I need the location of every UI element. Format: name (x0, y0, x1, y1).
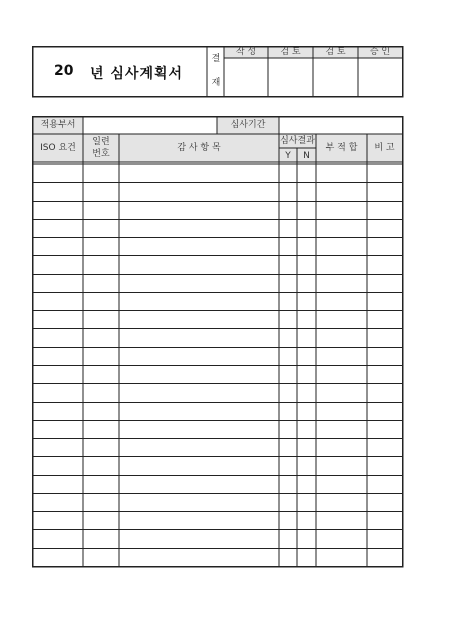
page-title: 년 심사계획서 (90, 66, 184, 82)
approval-col-review-2: 검 토 (325, 47, 346, 57)
header-remarks: 비 고 (374, 143, 395, 153)
header-iso: ISO 요건 (40, 143, 76, 153)
header-serial-bottom: 번호 (92, 149, 110, 159)
header-result: 심사결과 (280, 136, 315, 146)
approval-col-author: 작 성 (235, 47, 257, 57)
title-year: 20 (54, 63, 74, 79)
approval-col-review-1: 검 토 (280, 47, 301, 57)
period-label: 심사기간 (230, 120, 266, 130)
header-result-n: N (303, 151, 310, 161)
approval-label-top: 결 (211, 54, 221, 64)
header-nonconformity: 부 적 합 (325, 143, 358, 153)
header-result-y: Y (285, 151, 291, 161)
table-border (33, 117, 403, 567)
approval-col-approve: 승 인 (369, 47, 391, 57)
header-audit-item: 감 사 항 목 (177, 143, 221, 153)
approval-label-bottom: 재 (211, 78, 221, 88)
header-serial-top: 일련 (92, 137, 110, 147)
dept-label: 적용부서 (40, 120, 76, 130)
